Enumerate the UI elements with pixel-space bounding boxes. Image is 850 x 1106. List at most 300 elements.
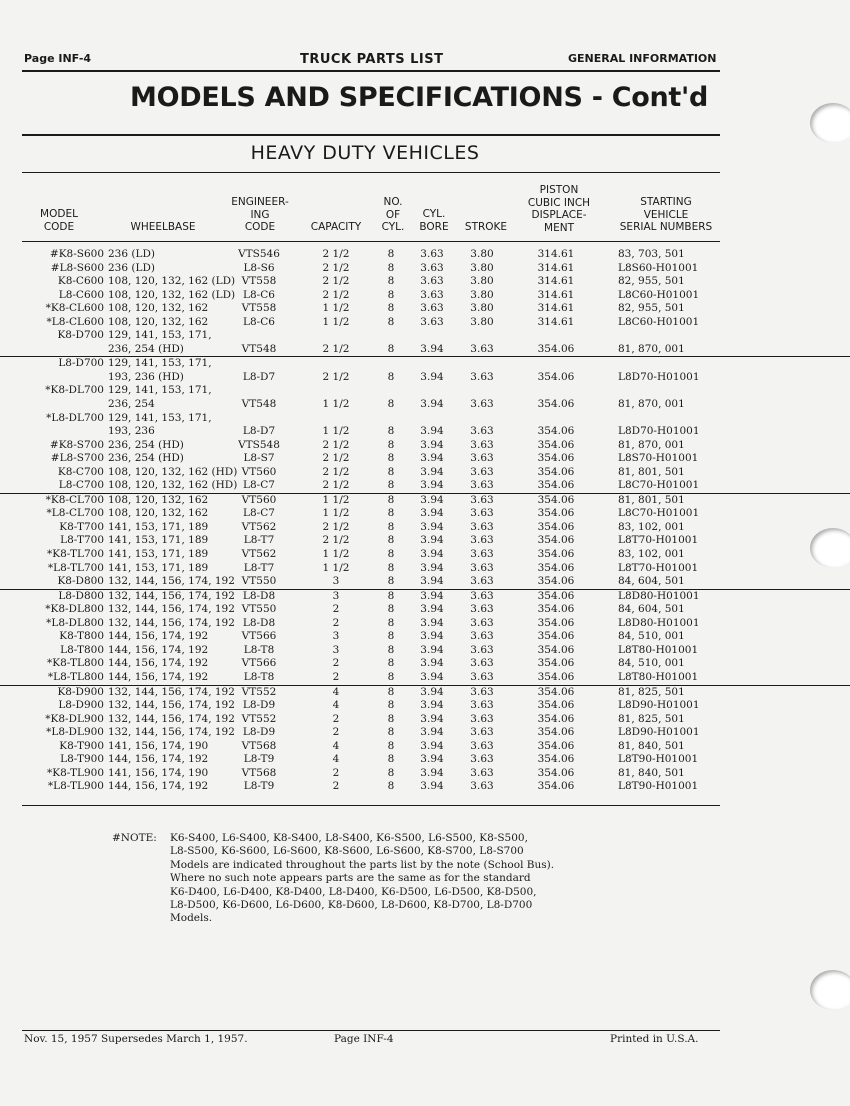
serial-number-cell: L8D90-H01001 bbox=[618, 699, 700, 712]
table-row bbox=[0, 343, 850, 357]
displacement-cell: 354.06 bbox=[537, 712, 575, 725]
table-row bbox=[0, 412, 850, 426]
wheelbase-cell: 132, 144, 156, 174, 192 bbox=[108, 575, 235, 588]
cylinders-cell: 8 bbox=[387, 657, 395, 670]
wheelbase-cell: 141, 153, 171, 189 bbox=[108, 534, 209, 547]
table-row bbox=[0, 617, 850, 631]
displacement-cell: 354.06 bbox=[537, 616, 575, 629]
model-code-cell: *L8-TL700 bbox=[47, 561, 104, 574]
stroke-cell: 3.63 bbox=[470, 657, 494, 670]
wheelbase-cell: 144, 156, 174, 192 bbox=[108, 657, 209, 670]
engineering-code-cell: VT562 bbox=[241, 548, 277, 561]
cylinders-cell: 8 bbox=[387, 739, 395, 752]
stroke-cell: 3.63 bbox=[470, 561, 494, 574]
serial-number-cell: L8S70-H01001 bbox=[618, 452, 699, 465]
serial-number-cell: 81, 825, 501 bbox=[618, 712, 685, 725]
displacement-cell: 354.06 bbox=[537, 726, 575, 739]
capacity-cell: 1 1/2 bbox=[322, 315, 350, 328]
displacement-cell: 354.06 bbox=[537, 452, 575, 465]
stroke-cell: 3.63 bbox=[470, 603, 494, 616]
bore-cell: 3.94 bbox=[420, 342, 444, 355]
table-row bbox=[0, 726, 850, 740]
table-row bbox=[0, 753, 850, 767]
cylinders-cell: 8 bbox=[387, 425, 395, 438]
bore-cell: 3.94 bbox=[420, 643, 444, 656]
wheelbase-cell: 132, 144, 156, 174, 192 bbox=[108, 616, 235, 629]
bore-cell: 3.94 bbox=[420, 766, 444, 779]
engineering-code-cell: L8-T8 bbox=[243, 643, 275, 656]
capacity-cell: 2 1/2 bbox=[322, 438, 350, 451]
wheelbase-cell: 108, 120, 132, 162 (LD) bbox=[108, 275, 236, 288]
model-code-cell: *K8-DL700 bbox=[45, 384, 104, 397]
engineering-code-cell: L8-D9 bbox=[242, 699, 276, 712]
engineering-code-cell: VT566 bbox=[241, 630, 277, 643]
wheelbase-cell: 132, 144, 156, 174, 192 bbox=[108, 712, 235, 725]
stroke-cell: 3.63 bbox=[470, 438, 494, 451]
title-rule bbox=[22, 134, 720, 136]
bore-cell: 3.94 bbox=[420, 670, 444, 683]
cylinders-cell: 8 bbox=[387, 398, 395, 411]
cylinders-cell: 8 bbox=[387, 699, 395, 712]
model-code-cell: *K8-TL700 bbox=[47, 548, 104, 561]
capacity-cell: 2 bbox=[332, 616, 340, 629]
bore-cell: 3.63 bbox=[420, 302, 444, 315]
footer-page: Page INF-4 bbox=[334, 1033, 394, 1045]
engineering-code-cell: VT560 bbox=[241, 465, 277, 478]
cylinders-cell: 8 bbox=[387, 465, 395, 478]
serial-number-cell: L8D80-H01001 bbox=[618, 616, 700, 629]
capacity-cell: 2 1/2 bbox=[322, 248, 350, 260]
table-row bbox=[0, 521, 850, 535]
engineering-code-cell: VT552 bbox=[241, 685, 277, 698]
serial-number-cell: 81, 870, 001 bbox=[618, 342, 685, 355]
serial-number-cell: 81, 870, 001 bbox=[618, 398, 685, 411]
table-row bbox=[0, 452, 850, 466]
stroke-cell: 3.63 bbox=[470, 342, 494, 355]
capacity-cell: 2 1/2 bbox=[322, 288, 350, 301]
wheelbase-cell: 236 (LD) bbox=[108, 248, 155, 260]
bore-cell: 3.94 bbox=[420, 479, 444, 492]
wheelbase-cell: 108, 120, 132, 162 bbox=[108, 493, 209, 506]
cylinders-cell: 8 bbox=[387, 780, 395, 793]
engineering-code-cell: VT558 bbox=[241, 275, 277, 288]
engineering-code-cell: VT562 bbox=[241, 520, 277, 533]
capacity-cell: 4 bbox=[332, 739, 340, 752]
engineering-code-cell: VT548 bbox=[241, 398, 277, 411]
capacity-cell: 4 bbox=[332, 699, 340, 712]
wheelbase-cell: 108, 120, 132, 162 bbox=[108, 315, 209, 328]
table-row bbox=[0, 671, 850, 685]
specifications-table bbox=[0, 248, 850, 794]
table-row bbox=[0, 302, 850, 316]
col-header-wheelbase: WHEELBASE bbox=[130, 221, 196, 233]
serial-number-cell: 84, 510, 001 bbox=[618, 630, 685, 643]
table-row bbox=[0, 630, 850, 644]
bore-cell: 3.94 bbox=[420, 493, 444, 506]
serial-number-cell: L8T80-H01001 bbox=[618, 670, 699, 683]
engineering-code-cell: L8-C6 bbox=[243, 288, 275, 301]
capacity-cell: 1 1/2 bbox=[322, 425, 350, 438]
capacity-cell: 2 1/2 bbox=[322, 534, 350, 547]
displacement-cell: 354.06 bbox=[537, 603, 575, 616]
wheelbase-cell: 144, 156, 174, 192 bbox=[108, 780, 209, 793]
page-title: MODELS AND SPECIFICATIONS - Cont'd bbox=[130, 82, 709, 113]
model-code-cell: *L8-CL700 bbox=[46, 507, 104, 520]
wheelbase-cell: 141, 153, 171, 189 bbox=[108, 548, 209, 561]
stroke-cell: 3.63 bbox=[470, 465, 494, 478]
bore-cell: 3.94 bbox=[420, 780, 444, 793]
displacement-cell: 354.06 bbox=[537, 465, 575, 478]
wheelbase-cell: 236, 254 bbox=[108, 398, 155, 411]
model-code-cell: L8-T700 bbox=[60, 534, 104, 547]
engineering-code-cell: VT568 bbox=[241, 739, 277, 752]
cylinders-cell: 8 bbox=[387, 561, 395, 574]
table-row bbox=[0, 685, 850, 700]
table-row bbox=[0, 603, 850, 617]
capacity-cell: 1 1/2 bbox=[322, 398, 350, 411]
table-row bbox=[0, 767, 850, 781]
model-code-cell: K8-C700 bbox=[57, 465, 104, 478]
punch-hole bbox=[810, 103, 850, 143]
displacement-cell: 314.61 bbox=[537, 248, 575, 260]
wheelbase-cell: 132, 144, 156, 174, 192 bbox=[108, 603, 235, 616]
model-code-cell: #K8-S700 bbox=[49, 438, 104, 451]
engineering-code-cell: VT548 bbox=[241, 342, 277, 355]
bore-cell: 3.94 bbox=[420, 438, 444, 451]
serial-number-cell: L8C70-H01001 bbox=[618, 507, 700, 520]
stroke-cell: 3.63 bbox=[470, 534, 494, 547]
stroke-cell: 3.63 bbox=[470, 739, 494, 752]
stroke-cell: 3.63 bbox=[470, 575, 494, 588]
capacity-cell: 3 bbox=[332, 643, 340, 656]
wheelbase-cell: 129, 141, 153, 171, bbox=[108, 411, 212, 424]
cylinders-cell: 8 bbox=[387, 575, 395, 588]
capacity-cell: 3 bbox=[332, 575, 340, 588]
wheelbase-cell: 236 (LD) bbox=[108, 261, 155, 274]
displacement-cell: 314.61 bbox=[537, 315, 575, 328]
wheelbase-cell: 144, 156, 174, 192 bbox=[108, 753, 209, 766]
serial-number-cell: 81, 801, 501 bbox=[618, 493, 685, 506]
displacement-cell: 354.06 bbox=[537, 479, 575, 492]
displacement-cell: 354.06 bbox=[537, 699, 575, 712]
stroke-cell: 3.63 bbox=[470, 726, 494, 739]
displacement-cell: 354.06 bbox=[537, 630, 575, 643]
model-code-cell: *K8-DL900 bbox=[45, 712, 104, 725]
wheelbase-cell: 141, 153, 171, 189 bbox=[108, 520, 209, 533]
cylinders-cell: 8 bbox=[387, 452, 395, 465]
col-header-capacity: CAPACITY bbox=[310, 221, 362, 233]
bore-cell: 3.94 bbox=[420, 425, 444, 438]
engineering-code-cell: VT568 bbox=[241, 766, 277, 779]
displacement-cell: 354.06 bbox=[537, 685, 575, 698]
cylinders-cell: 8 bbox=[387, 753, 395, 766]
section-subtitle: HEAVY DUTY VEHICLES bbox=[250, 142, 480, 164]
wheelbase-cell: 108, 120, 132, 162 bbox=[108, 302, 209, 315]
table-row bbox=[0, 479, 850, 493]
displacement-cell: 354.06 bbox=[537, 425, 575, 438]
stroke-cell: 3.63 bbox=[470, 589, 494, 602]
displacement-cell: 354.06 bbox=[537, 493, 575, 506]
table-row bbox=[0, 384, 850, 398]
model-code-cell: L8-C700 bbox=[58, 479, 104, 492]
displacement-cell: 354.06 bbox=[537, 342, 575, 355]
bore-cell: 3.94 bbox=[420, 726, 444, 739]
capacity-cell: 3 bbox=[332, 589, 340, 602]
capacity-cell: 4 bbox=[332, 753, 340, 766]
model-code-cell: K8-D700 bbox=[57, 329, 104, 342]
bore-cell: 3.94 bbox=[420, 507, 444, 520]
engineering-code-cell: VT558 bbox=[241, 302, 277, 315]
footer-rule bbox=[22, 1030, 720, 1031]
serial-number-cell: 81, 840, 501 bbox=[618, 739, 685, 752]
serial-number-cell: 81, 840, 501 bbox=[618, 766, 685, 779]
col-header-serial-numbers: STARTING VEHICLE SERIAL NUMBERS bbox=[619, 196, 713, 233]
stroke-cell: 3.63 bbox=[470, 670, 494, 683]
model-code-cell: L8-T900 bbox=[60, 753, 104, 766]
stroke-cell: 3.63 bbox=[470, 493, 494, 506]
page-label: Page INF-4 bbox=[24, 52, 92, 65]
stroke-cell: 3.80 bbox=[470, 288, 494, 301]
stroke-cell: 3.63 bbox=[470, 398, 494, 411]
capacity-cell: 1 1/2 bbox=[322, 493, 350, 506]
engineering-code-cell: L8-T8 bbox=[243, 670, 275, 683]
wheelbase-cell: 132, 144, 156, 174, 192 bbox=[108, 699, 235, 712]
displacement-cell: 354.06 bbox=[537, 438, 575, 451]
table-row bbox=[0, 534, 850, 548]
cylinders-cell: 8 bbox=[387, 616, 395, 629]
cylinders-cell: 8 bbox=[387, 685, 395, 698]
capacity-cell: 1 1/2 bbox=[322, 561, 350, 574]
engineering-code-cell: L8-T7 bbox=[243, 534, 275, 547]
stroke-cell: 3.80 bbox=[470, 315, 494, 328]
cylinders-cell: 8 bbox=[387, 670, 395, 683]
model-code-cell: *L8-TL900 bbox=[47, 780, 104, 793]
bore-cell: 3.94 bbox=[420, 589, 444, 602]
col-header-cylinders: NO. OF CYL. bbox=[381, 196, 405, 233]
displacement-cell: 354.06 bbox=[537, 520, 575, 533]
model-code-cell: #L8-S600 bbox=[50, 261, 104, 274]
capacity-cell: 2 1/2 bbox=[322, 520, 350, 533]
wheelbase-cell: 141, 153, 171, 189 bbox=[108, 561, 209, 574]
wheelbase-cell: 132, 144, 156, 174, 192 bbox=[108, 589, 235, 602]
model-code-cell: K8-D900 bbox=[57, 685, 104, 698]
bore-cell: 3.63 bbox=[420, 288, 444, 301]
bore-cell: 3.94 bbox=[420, 616, 444, 629]
bore-cell: 3.94 bbox=[420, 465, 444, 478]
col-header-engineering-code: ENGINEER- ING CODE bbox=[231, 196, 289, 233]
table-row bbox=[0, 699, 850, 713]
capacity-cell: 2 1/2 bbox=[322, 479, 350, 492]
stroke-cell: 3.63 bbox=[470, 370, 494, 383]
stroke-cell: 3.63 bbox=[470, 507, 494, 520]
table-bottom-rule bbox=[22, 805, 720, 806]
serial-number-cell: L8S60-H01001 bbox=[618, 261, 699, 274]
bore-cell: 3.94 bbox=[420, 753, 444, 766]
engineering-code-cell: VTS546 bbox=[238, 248, 280, 260]
engineering-code-cell: L8-D8 bbox=[242, 589, 276, 602]
cylinders-cell: 8 bbox=[387, 261, 395, 274]
table-row bbox=[0, 371, 850, 385]
capacity-cell: 2 bbox=[332, 766, 340, 779]
cylinders-cell: 8 bbox=[387, 275, 395, 288]
cylinders-cell: 8 bbox=[387, 603, 395, 616]
punch-hole bbox=[810, 970, 850, 1010]
stroke-cell: 3.63 bbox=[470, 685, 494, 698]
table-row bbox=[0, 398, 850, 412]
capacity-cell: 3 bbox=[332, 630, 340, 643]
model-code-cell: *K8-CL700 bbox=[45, 493, 104, 506]
col-header-bore: CYL. BORE bbox=[419, 208, 449, 233]
stroke-cell: 3.63 bbox=[470, 780, 494, 793]
displacement-cell: 314.61 bbox=[537, 275, 575, 288]
bore-cell: 3.63 bbox=[420, 248, 444, 260]
model-code-cell: K8-T900 bbox=[59, 739, 104, 752]
displacement-cell: 354.06 bbox=[537, 739, 575, 752]
serial-number-cell: L8C70-H01001 bbox=[618, 479, 700, 492]
capacity-cell: 2 1/2 bbox=[322, 465, 350, 478]
bore-cell: 3.94 bbox=[420, 452, 444, 465]
model-code-cell: *L8-CL600 bbox=[46, 315, 104, 328]
wheelbase-cell: 132, 144, 156, 174, 192 bbox=[108, 685, 235, 698]
col-header-displacement: PISTON CUBIC INCH DISPLACE- MENT bbox=[527, 184, 591, 234]
capacity-cell: 2 bbox=[332, 780, 340, 793]
footer-printed: Printed in U.S.A. bbox=[610, 1033, 699, 1045]
capacity-cell: 1 1/2 bbox=[322, 507, 350, 520]
engineering-code-cell: L8-C7 bbox=[243, 479, 275, 492]
model-code-cell: L8-D800 bbox=[58, 589, 104, 602]
cylinders-cell: 8 bbox=[387, 712, 395, 725]
cylinders-cell: 8 bbox=[387, 302, 395, 315]
bore-cell: 3.94 bbox=[420, 712, 444, 725]
displacement-cell: 354.06 bbox=[537, 780, 575, 793]
wheelbase-cell: 193, 236 bbox=[108, 425, 155, 438]
wheelbase-cell: 141, 156, 174, 190 bbox=[108, 766, 209, 779]
wheelbase-cell: 129, 141, 153, 171, bbox=[108, 329, 212, 342]
stroke-cell: 3.63 bbox=[470, 479, 494, 492]
header-rule bbox=[22, 70, 720, 72]
model-code-cell: *K8-CL600 bbox=[45, 302, 104, 315]
engineering-code-cell: L8-D7 bbox=[242, 370, 276, 383]
model-code-cell: *K8-DL800 bbox=[45, 603, 104, 616]
serial-number-cell: L8C60-H01001 bbox=[618, 315, 700, 328]
capacity-cell: 1 1/2 bbox=[322, 302, 350, 315]
stroke-cell: 3.63 bbox=[470, 712, 494, 725]
cylinders-cell: 8 bbox=[387, 438, 395, 451]
subtitle-rule bbox=[22, 172, 720, 173]
document-title: TRUCK PARTS LIST bbox=[300, 52, 444, 67]
table-row bbox=[0, 425, 850, 439]
displacement-cell: 354.06 bbox=[537, 766, 575, 779]
stroke-cell: 3.63 bbox=[470, 766, 494, 779]
engineering-code-cell: L8-D7 bbox=[242, 425, 276, 438]
stroke-cell: 3.63 bbox=[470, 452, 494, 465]
table-row bbox=[0, 439, 850, 453]
model-code-cell: K8-D800 bbox=[57, 575, 104, 588]
table-row bbox=[0, 275, 850, 289]
model-code-cell: K8-T700 bbox=[59, 520, 104, 533]
stroke-cell: 3.63 bbox=[470, 630, 494, 643]
table-row bbox=[0, 562, 850, 576]
engineering-code-cell: VT550 bbox=[241, 575, 277, 588]
serial-number-cell: L8T70-H01001 bbox=[618, 561, 699, 574]
displacement-cell: 354.06 bbox=[537, 507, 575, 520]
wheelbase-cell: 108, 120, 132, 162 (HD) bbox=[108, 479, 238, 492]
table-row bbox=[0, 356, 850, 371]
stroke-cell: 3.80 bbox=[470, 261, 494, 274]
bore-cell: 3.94 bbox=[420, 548, 444, 561]
serial-number-cell: 81, 870, 001 bbox=[618, 438, 685, 451]
table-row bbox=[0, 644, 850, 658]
model-code-cell: *K8-TL800 bbox=[47, 657, 104, 670]
table-row bbox=[0, 329, 850, 343]
displacement-cell: 314.61 bbox=[537, 261, 575, 274]
capacity-cell: 2 bbox=[332, 603, 340, 616]
model-code-cell: *L8-DL700 bbox=[46, 411, 104, 424]
stroke-cell: 3.63 bbox=[470, 753, 494, 766]
table-row bbox=[0, 740, 850, 754]
capacity-cell: 1 1/2 bbox=[322, 548, 350, 561]
bore-cell: 3.94 bbox=[420, 603, 444, 616]
note-text: K6-S400, L6-S400, K8-S400, L8-S400, K6-S500, L6-S500, K8-S500, L8-S500, K6-S600, L6-S600, K8-S600, L6-S600, K8-S700, L8-S700 Models are indicated throughout the parts list by the note (School Bus). Where no such note appears parts are the same as for the standard K6-D400, L6-D400, K8-D400, L8-D400, K6-D500, L6-D500, K8-D500, L8-D500, K6-D600, L6-D600, K8-D600, L8-D600, K8-D700, L8-D700 Models. bbox=[170, 832, 555, 925]
serial-number-cell: L8D70-H01001 bbox=[618, 370, 700, 383]
wheelbase-cell: 129, 141, 153, 171, bbox=[108, 384, 212, 397]
engineering-code-cell: L8-S7 bbox=[243, 452, 275, 465]
bore-cell: 3.94 bbox=[420, 520, 444, 533]
wheelbase-cell: 236, 254 (HD) bbox=[108, 438, 184, 451]
section-name: GENERAL INFORMATION bbox=[568, 52, 717, 65]
model-code-cell: L8-T800 bbox=[60, 643, 104, 656]
wheelbase-cell: 144, 156, 174, 192 bbox=[108, 643, 209, 656]
wheelbase-cell: 108, 120, 132, 162 (HD) bbox=[108, 465, 238, 478]
stroke-cell: 3.63 bbox=[470, 643, 494, 656]
bore-cell: 3.94 bbox=[420, 630, 444, 643]
serial-number-cell: L8D80-H01001 bbox=[618, 589, 700, 602]
model-code-cell: L8-D700 bbox=[58, 357, 104, 370]
table-row bbox=[0, 780, 850, 794]
serial-number-cell: 83, 102, 001 bbox=[618, 548, 685, 561]
displacement-cell: 354.06 bbox=[537, 370, 575, 383]
wheelbase-cell: 236, 254 (HD) bbox=[108, 452, 184, 465]
displacement-cell: 354.06 bbox=[537, 657, 575, 670]
model-code-cell: *L8-DL800 bbox=[46, 616, 104, 629]
cylinders-cell: 8 bbox=[387, 342, 395, 355]
capacity-cell: 2 1/2 bbox=[322, 452, 350, 465]
displacement-cell: 354.06 bbox=[537, 753, 575, 766]
bore-cell: 3.94 bbox=[420, 699, 444, 712]
wheelbase-cell: 141, 156, 174, 190 bbox=[108, 739, 209, 752]
engineering-code-cell: L8-S6 bbox=[243, 261, 275, 274]
cylinders-cell: 8 bbox=[387, 548, 395, 561]
table-row bbox=[0, 289, 850, 303]
capacity-cell: 2 1/2 bbox=[322, 342, 350, 355]
engineering-code-cell: L8-T7 bbox=[243, 561, 275, 574]
table-row bbox=[0, 316, 850, 330]
model-code-cell: *L8-DL900 bbox=[46, 726, 104, 739]
serial-number-cell: 81, 801, 501 bbox=[618, 465, 685, 478]
stroke-cell: 3.63 bbox=[470, 520, 494, 533]
engineering-code-cell: VT552 bbox=[241, 712, 277, 725]
cylinders-cell: 8 bbox=[387, 630, 395, 643]
capacity-cell: 2 bbox=[332, 726, 340, 739]
displacement-cell: 354.06 bbox=[537, 548, 575, 561]
serial-number-cell: 84, 510, 001 bbox=[618, 657, 685, 670]
cylinders-cell: 8 bbox=[387, 493, 395, 506]
table-row bbox=[0, 657, 850, 671]
engineering-code-cell: L8-C6 bbox=[243, 315, 275, 328]
bore-cell: 3.94 bbox=[420, 685, 444, 698]
capacity-cell: 2 1/2 bbox=[322, 261, 350, 274]
displacement-cell: 354.06 bbox=[537, 398, 575, 411]
